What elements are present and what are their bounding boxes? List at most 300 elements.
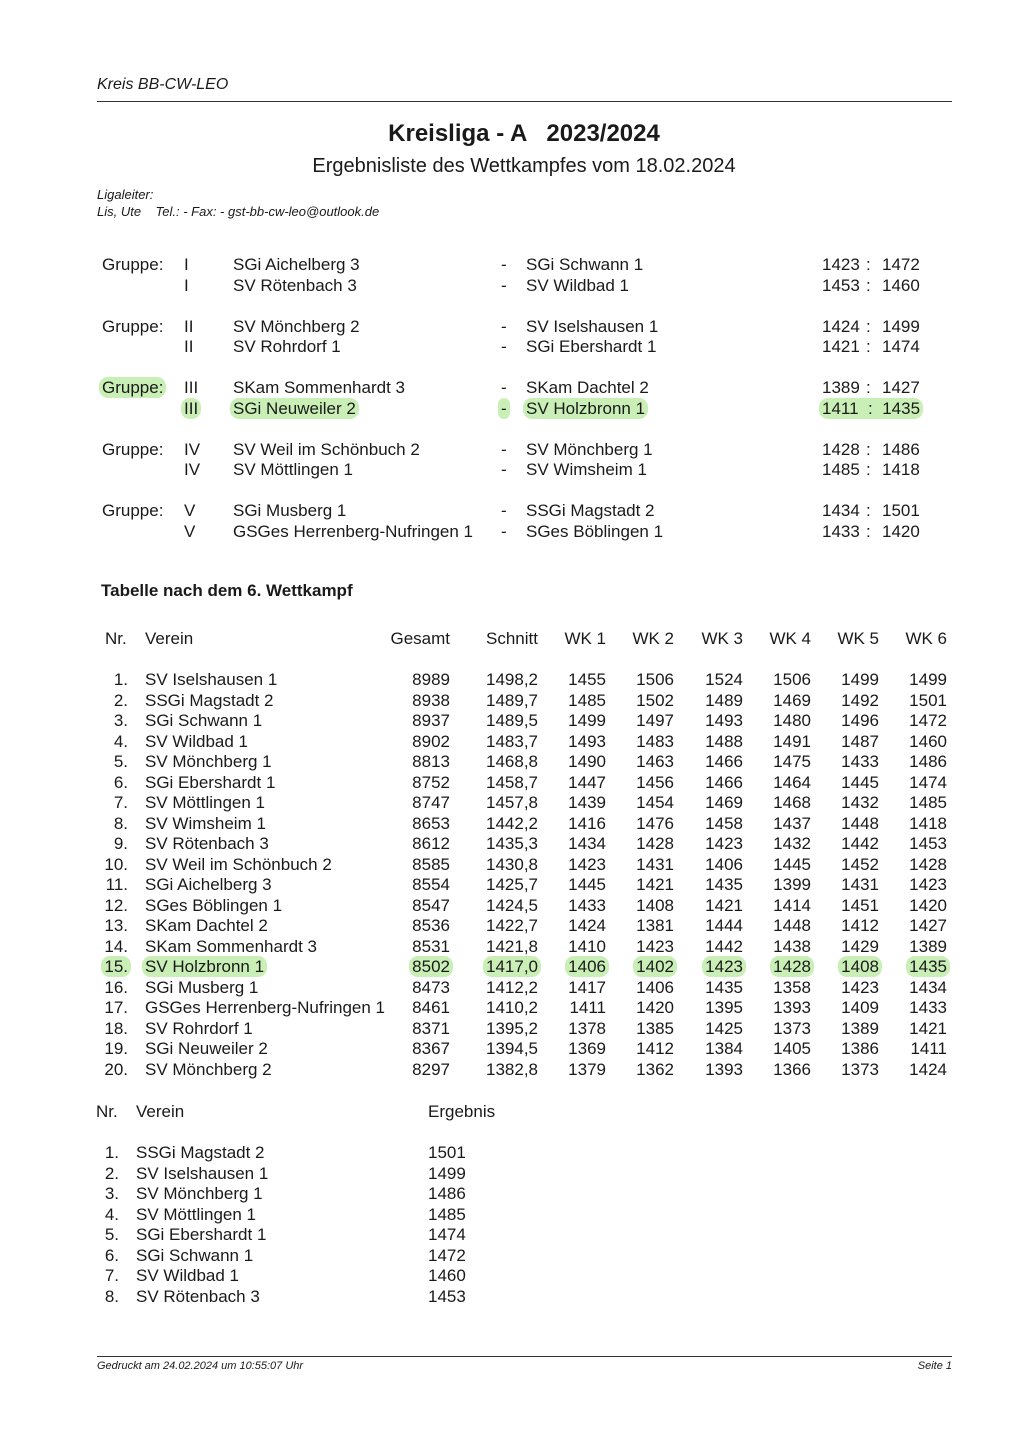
score-cell: 1423 xyxy=(702,956,746,977)
footer-divider xyxy=(97,1356,952,1357)
score-cell: 8473 xyxy=(412,977,450,997)
home-team: SV Mönchberg 2 xyxy=(233,317,360,336)
rank-cell: 3. xyxy=(104,1184,119,1203)
score-value: 1433 xyxy=(822,522,860,541)
score-value: 1472 xyxy=(882,255,920,274)
match-row xyxy=(0,254,1024,275)
club-cell: SGi Aichelberg 3 xyxy=(145,875,272,894)
score-cell: 1434 xyxy=(568,834,606,853)
club-cell: SGi Ebershardt 1 xyxy=(136,1225,267,1244)
score-cell: 1406 xyxy=(705,854,743,874)
table-row xyxy=(0,956,1024,977)
score-cell: 1422,7 xyxy=(486,916,538,935)
score-cell: 1499 xyxy=(568,711,606,730)
match-row xyxy=(0,275,1024,296)
score-cell: 1499 xyxy=(428,1163,466,1183)
score-cell: 1445 xyxy=(773,854,811,874)
score-cell: 1475 xyxy=(773,752,811,771)
match-row xyxy=(0,316,1024,337)
score-cell: 1483,7 xyxy=(486,731,538,751)
table-row xyxy=(0,792,1024,813)
club-cell: SGes Böblingen 1 xyxy=(145,895,283,915)
score-cell: 1428 xyxy=(909,854,947,874)
score-cell: 1431 xyxy=(636,854,674,874)
score-cell: 1423 xyxy=(636,936,674,956)
score-cell: 1425 xyxy=(705,1018,743,1038)
score-cell: 1402 xyxy=(633,956,677,977)
score-cell: 8554 xyxy=(412,875,450,894)
rank-cell: 8. xyxy=(104,1286,119,1306)
score-cell: 1431 xyxy=(841,875,879,894)
club-cell: SKam Dachtel 2 xyxy=(145,916,268,935)
score-value: 1424 xyxy=(822,317,860,336)
group-label: Gruppe: xyxy=(102,255,164,274)
score-cell: 8938 xyxy=(412,690,450,710)
score-colon: : xyxy=(866,522,871,541)
score-cell: 1393 xyxy=(773,998,811,1017)
rank-cell: 7. xyxy=(104,1266,119,1285)
score-cell: 1489,7 xyxy=(486,690,538,710)
club-cell: SV Wildbad 1 xyxy=(145,731,248,751)
table-row xyxy=(0,936,1024,957)
group-label: Gruppe: xyxy=(102,501,164,520)
group-number: I xyxy=(184,255,189,274)
table-row xyxy=(0,915,1024,936)
score-cell: 1448 xyxy=(773,916,811,935)
score-colon: : xyxy=(866,501,871,520)
column-header: Gesamt xyxy=(390,629,450,648)
score-cell: 1435 xyxy=(705,977,743,997)
rank-cell: 15. xyxy=(101,956,131,977)
rank-cell: 13. xyxy=(104,916,128,935)
score-cell: 1506 xyxy=(773,670,811,689)
score-cell: 1395,2 xyxy=(486,1018,538,1038)
match-row xyxy=(0,521,1024,542)
score-value: 1485 xyxy=(822,460,860,479)
score-cell: 1438 xyxy=(773,936,811,956)
score-cell: 1442 xyxy=(705,936,743,956)
column-header: WK 1 xyxy=(564,629,606,648)
score-cell: 8536 xyxy=(412,916,450,935)
score-cell: 1412 xyxy=(636,1039,674,1058)
score-cell: 1466 xyxy=(705,772,743,792)
standings-title: Tabelle nach dem 6. Wettkampf xyxy=(101,581,353,600)
score-value: 1389 xyxy=(822,378,860,397)
score-cell: 1474 xyxy=(428,1225,466,1244)
score-cell: 1427 xyxy=(909,916,947,935)
rank-cell: 5. xyxy=(104,1225,119,1244)
score-cell: 1451 xyxy=(841,895,879,915)
column-header: Verein xyxy=(136,1102,185,1121)
rank-cell: 1. xyxy=(113,670,128,689)
score-cell: 1394,5 xyxy=(486,1039,538,1058)
score-cell: 1384 xyxy=(705,1039,743,1058)
home-team: SV Rohrdorf 1 xyxy=(233,337,341,356)
rank-cell: 17. xyxy=(104,998,128,1017)
score-cell: 1501 xyxy=(909,690,947,710)
score-cell: 1469 xyxy=(705,793,743,812)
list-item xyxy=(0,1265,1024,1286)
away-team: SV Holzbronn 1 xyxy=(523,398,648,419)
score-colon: : xyxy=(866,255,871,274)
score-value: 1418 xyxy=(882,460,920,479)
table-row xyxy=(0,772,1024,793)
match-separator: - xyxy=(498,398,510,419)
score-cell: 1458 xyxy=(705,813,743,833)
rank-cell: 10. xyxy=(104,854,128,874)
rank-cell: 6. xyxy=(113,772,128,792)
match-separator: - xyxy=(501,337,507,356)
club-cell: SV Möttlingen 1 xyxy=(145,793,266,812)
club-cell: SV Wimsheim 1 xyxy=(145,813,266,833)
rank-cell: 18. xyxy=(104,1018,128,1038)
rank-cell: 4. xyxy=(113,731,128,751)
score-colon: : xyxy=(866,440,871,459)
score-cell: 1389 xyxy=(909,936,947,956)
rank-cell: 2. xyxy=(104,1163,119,1183)
home-team: SV Rötenbach 3 xyxy=(233,276,357,295)
score-value: 1434 xyxy=(822,501,860,520)
rank-cell: 2. xyxy=(113,690,128,710)
rank-cell: 1. xyxy=(104,1143,119,1162)
column-header: Verein xyxy=(145,629,194,648)
club-cell: SV Holzbronn 1 xyxy=(142,956,267,977)
club-cell: SGi Schwann 1 xyxy=(145,711,263,730)
rank-cell: 4. xyxy=(104,1204,119,1224)
score-cell: 1476 xyxy=(636,813,674,833)
club-cell: SGi Musberg 1 xyxy=(145,977,259,997)
score-cell: 1437 xyxy=(773,813,811,833)
score-cell: 1432 xyxy=(773,834,811,853)
score-cell: 1417 xyxy=(568,977,606,997)
column-header: WK 3 xyxy=(701,629,743,648)
score-cell: 1491 xyxy=(773,731,811,751)
page-number: Seite 1 xyxy=(917,1360,952,1372)
away-team: SGes Böblingen 1 xyxy=(526,522,664,541)
table-row xyxy=(0,669,1024,690)
score-cell: 1493 xyxy=(705,711,743,730)
away-team: SSGi Magstadt 2 xyxy=(526,501,655,520)
home-team: SGi Musberg 1 xyxy=(233,501,347,520)
score-cell: 1463 xyxy=(636,752,674,771)
score-cell: 1474 xyxy=(909,772,947,792)
score-colon: : xyxy=(866,378,871,397)
score-value: 1411 xyxy=(822,399,859,418)
score-cell: 1487 xyxy=(841,731,879,751)
district-label: Kreis BB-CW-LEO xyxy=(97,76,229,93)
rank-cell: 5. xyxy=(113,752,128,771)
score-cell: 1493 xyxy=(568,731,606,751)
list-item xyxy=(0,1142,1024,1163)
score-cell: 1389 xyxy=(841,1018,879,1038)
list-item xyxy=(0,1204,1024,1225)
score-cell: 8531 xyxy=(412,936,450,956)
score-cell: 1408 xyxy=(838,956,882,977)
score-cell: 8937 xyxy=(412,711,450,730)
score-cell: 1496 xyxy=(841,711,879,730)
rank-cell: 8. xyxy=(113,813,128,833)
results-header-row xyxy=(0,1101,1024,1122)
score-cell: 8902 xyxy=(412,731,450,751)
rank-cell: 12. xyxy=(104,895,128,915)
score-cell: 8367 xyxy=(412,1039,450,1058)
score-cell: 1486 xyxy=(428,1184,466,1203)
club-cell: SV Mönchberg 1 xyxy=(145,752,272,771)
score-cell: 1409 xyxy=(841,998,879,1017)
score-cell: 1524 xyxy=(705,670,743,689)
score-cell: 1379 xyxy=(568,1059,606,1079)
score-cell: 1466 xyxy=(705,752,743,771)
away-team: SV Wimsheim 1 xyxy=(526,460,647,479)
group-label: Gruppe: xyxy=(99,377,166,398)
rank-cell: 3. xyxy=(113,711,128,730)
club-cell: SV Rötenbach 3 xyxy=(136,1286,260,1306)
club-cell: GSGes Herrenberg-Nufringen 1 xyxy=(145,998,386,1017)
score-cell: 1506 xyxy=(636,670,674,689)
club-cell: SGi Ebershardt 1 xyxy=(145,772,276,792)
score-cell: 1362 xyxy=(636,1059,674,1079)
group-number: III xyxy=(181,398,201,419)
rank-cell: 16. xyxy=(104,977,128,997)
score-cell: 1386 xyxy=(841,1039,879,1058)
score-cell: 1410,2 xyxy=(486,998,538,1017)
score-cell: 1420 xyxy=(636,998,674,1017)
score-value: 1474 xyxy=(882,337,920,356)
score-cell: 1358 xyxy=(773,977,811,997)
score-colon: : xyxy=(866,317,871,336)
score-cell: 1480 xyxy=(773,711,811,730)
score-cell: 1423 xyxy=(568,854,606,874)
score-cell: 1485 xyxy=(568,690,606,710)
score-cell: 8585 xyxy=(412,854,450,874)
table-row xyxy=(0,1018,1024,1039)
match-separator: - xyxy=(501,255,507,274)
score-cell: 1447 xyxy=(568,772,606,792)
score-cell: 1468,8 xyxy=(486,752,538,771)
score-cell: 1429 xyxy=(841,936,879,956)
away-team: SKam Dachtel 2 xyxy=(526,378,649,397)
score-cell: 1453 xyxy=(909,834,947,853)
club-cell: SGi Schwann 1 xyxy=(136,1245,254,1265)
score-cell: 1408 xyxy=(636,895,674,915)
score-cell: 1432 xyxy=(841,793,879,812)
away-team: SV Wildbad 1 xyxy=(526,276,629,295)
rank-cell: 11. xyxy=(105,875,128,894)
score-cell: 1457,8 xyxy=(486,793,538,812)
club-cell: SV Mönchberg 2 xyxy=(145,1059,272,1079)
column-header: Nr. xyxy=(96,1102,118,1121)
home-team: SKam Sommenhardt 3 xyxy=(233,378,405,397)
score-cell: 1445 xyxy=(841,772,879,792)
score-value: 1460 xyxy=(882,276,920,295)
score-cell: 1464 xyxy=(773,772,811,792)
rank-cell: 20. xyxy=(104,1059,128,1079)
home-team: SV Möttlingen 1 xyxy=(233,460,354,479)
score-cell: 1445 xyxy=(568,875,606,894)
score-cell: 1460 xyxy=(909,731,947,751)
score-cell: 1428 xyxy=(770,956,814,977)
score-colon: : xyxy=(868,399,873,418)
group-number: IV xyxy=(184,460,201,479)
score-cell: 1420 xyxy=(909,895,947,915)
score-cell: 1433 xyxy=(568,895,606,915)
score-value: 1486 xyxy=(882,440,920,459)
away-team: SGi Schwann 1 xyxy=(526,255,644,274)
column-header: Schnitt xyxy=(486,629,538,648)
score-cell: 1424,5 xyxy=(486,895,538,915)
score-cell: 1499 xyxy=(841,670,879,689)
list-item xyxy=(0,1286,1024,1307)
score-cell: 1421 xyxy=(909,1018,947,1038)
score-cell: 1433 xyxy=(841,752,879,771)
group-label: Gruppe: xyxy=(102,440,164,459)
away-team: SGi Ebershardt 1 xyxy=(526,337,657,356)
club-cell: SSGi Magstadt 2 xyxy=(145,690,274,710)
score-cell: 1416 xyxy=(568,813,606,833)
score-value: 1421 xyxy=(822,337,860,356)
rank-cell: 9. xyxy=(113,834,128,853)
score-cell: 1417,0 xyxy=(483,956,541,977)
score-cell: 1485 xyxy=(428,1204,466,1224)
score-cell: 1502 xyxy=(636,690,674,710)
match-row xyxy=(0,439,1024,460)
score-cell: 1399 xyxy=(773,875,811,894)
score-value: 1499 xyxy=(882,317,920,336)
page-subtitle: Ergebnisliste des Wettkampfes vom 18.02.2024 xyxy=(312,155,736,177)
score-cell: 1433 xyxy=(909,998,947,1017)
column-header: WK 5 xyxy=(837,629,879,648)
score-cell: 1382,8 xyxy=(486,1059,538,1079)
score-cell: 1488 xyxy=(705,731,743,751)
score-cell: 1411 xyxy=(569,998,606,1017)
match-row xyxy=(0,500,1024,521)
score-cell: 1448 xyxy=(841,813,879,833)
score-cell: 1472 xyxy=(428,1245,466,1265)
home-team: SV Weil im Schönbuch 2 xyxy=(233,440,420,459)
score-cell: 1456 xyxy=(636,772,674,792)
score-cell: 1489 xyxy=(705,690,743,710)
score-cell: 1442 xyxy=(841,834,879,853)
league-leader-contact: Lis, Ute Tel.: - Fax: - gst-bb-cw-leo@outlook.de xyxy=(97,204,380,219)
score-cell: 1425,7 xyxy=(486,875,538,894)
score-cell: 1373 xyxy=(773,1018,811,1038)
table-row xyxy=(0,833,1024,854)
club-cell: SV Möttlingen 1 xyxy=(136,1204,257,1224)
group-number: V xyxy=(184,522,196,541)
page-title: Kreisliga - A 2023/2024 xyxy=(388,120,660,147)
group-number: III xyxy=(184,378,199,397)
group-number: I xyxy=(184,276,189,295)
score-cell: 1424 xyxy=(909,1059,947,1079)
column-header: WK 6 xyxy=(905,629,947,648)
club-cell: SGi Neuweiler 2 xyxy=(145,1039,268,1058)
score-cell: 8989 xyxy=(412,670,450,689)
score-cell: 1421,8 xyxy=(486,936,538,956)
score-cell: 1453 xyxy=(428,1286,466,1306)
score-cell: 1435 xyxy=(906,956,950,977)
score-cell: 1492 xyxy=(841,690,879,710)
score-cell: 1412 xyxy=(841,916,879,935)
score-cell: 1406 xyxy=(636,977,674,997)
score-cell: 1424 xyxy=(568,916,606,935)
home-team: SGi Neuweiler 2 xyxy=(230,398,359,419)
score-value: 1501 xyxy=(882,501,920,520)
score-cell: 1369 xyxy=(568,1039,606,1058)
club-cell: SV Rohrdorf 1 xyxy=(145,1018,253,1038)
table-row xyxy=(0,710,1024,731)
score-cell: 8653 xyxy=(412,813,450,833)
score-cell: 1469 xyxy=(773,690,811,710)
away-team: SV Iselshausen 1 xyxy=(526,317,659,336)
score-cell: 1499 xyxy=(909,670,947,689)
score-value: 1435 xyxy=(882,399,921,418)
home-team: GSGes Herrenberg-Nufringen 1 xyxy=(233,522,474,541)
table-row xyxy=(0,1059,1024,1080)
group-number: II xyxy=(184,337,194,356)
score-cell: 1395 xyxy=(705,998,743,1017)
printed-timestamp: Gedruckt am 24.02.2024 um 10:55:07 Uhr xyxy=(97,1360,304,1372)
club-cell: SV Wildbad 1 xyxy=(136,1266,239,1285)
list-item xyxy=(0,1163,1024,1184)
table-row xyxy=(0,854,1024,875)
score-cell: 1393 xyxy=(705,1059,743,1079)
score-cell: 1378 xyxy=(568,1018,606,1038)
table-row xyxy=(0,977,1024,998)
club-cell: SV Iselshausen 1 xyxy=(136,1163,269,1183)
match-row xyxy=(0,377,1024,398)
group-number: IV xyxy=(184,440,201,459)
score-cell: 1418 xyxy=(909,813,947,833)
table-row xyxy=(0,731,1024,752)
match-separator: - xyxy=(501,522,507,541)
match-separator: - xyxy=(501,440,507,459)
score-cell: 1489,5 xyxy=(486,711,538,730)
score-cell: 1490 xyxy=(568,752,606,771)
score-cell: 1423 xyxy=(909,875,947,894)
score-colon: : xyxy=(866,460,871,479)
score-cell: 1439 xyxy=(568,793,606,812)
score-cell: 1423 xyxy=(841,977,879,997)
match-row xyxy=(0,398,1024,419)
score-cell: 1406 xyxy=(565,956,609,977)
score-cell: 8297 xyxy=(412,1059,450,1079)
score-cell: 1430,8 xyxy=(486,854,538,874)
table-row xyxy=(0,1038,1024,1059)
score-cell: 1468 xyxy=(773,793,811,812)
score-cell: 1381 xyxy=(636,916,674,935)
table-row xyxy=(0,751,1024,772)
header-divider xyxy=(97,101,952,102)
home-team: SGi Aichelberg 3 xyxy=(233,255,360,274)
score-cell: 8547 xyxy=(412,895,450,915)
rank-cell: 14. xyxy=(104,936,128,956)
score-cell: 1454 xyxy=(636,793,674,812)
club-cell: SSGi Magstadt 2 xyxy=(136,1143,265,1162)
score-cell: 1410 xyxy=(568,936,606,956)
rank-cell: 6. xyxy=(104,1245,119,1265)
table-row xyxy=(0,690,1024,711)
club-cell: SV Rötenbach 3 xyxy=(145,834,269,853)
score-cell: 8502 xyxy=(409,956,453,977)
table-row xyxy=(0,813,1024,834)
table-row xyxy=(0,895,1024,916)
score-cell: 8747 xyxy=(412,793,450,812)
score-cell: 1405 xyxy=(773,1039,811,1058)
group-number: II xyxy=(184,317,194,336)
score-cell: 1460 xyxy=(428,1266,466,1285)
table-row xyxy=(0,874,1024,895)
group-number: V xyxy=(184,501,196,520)
